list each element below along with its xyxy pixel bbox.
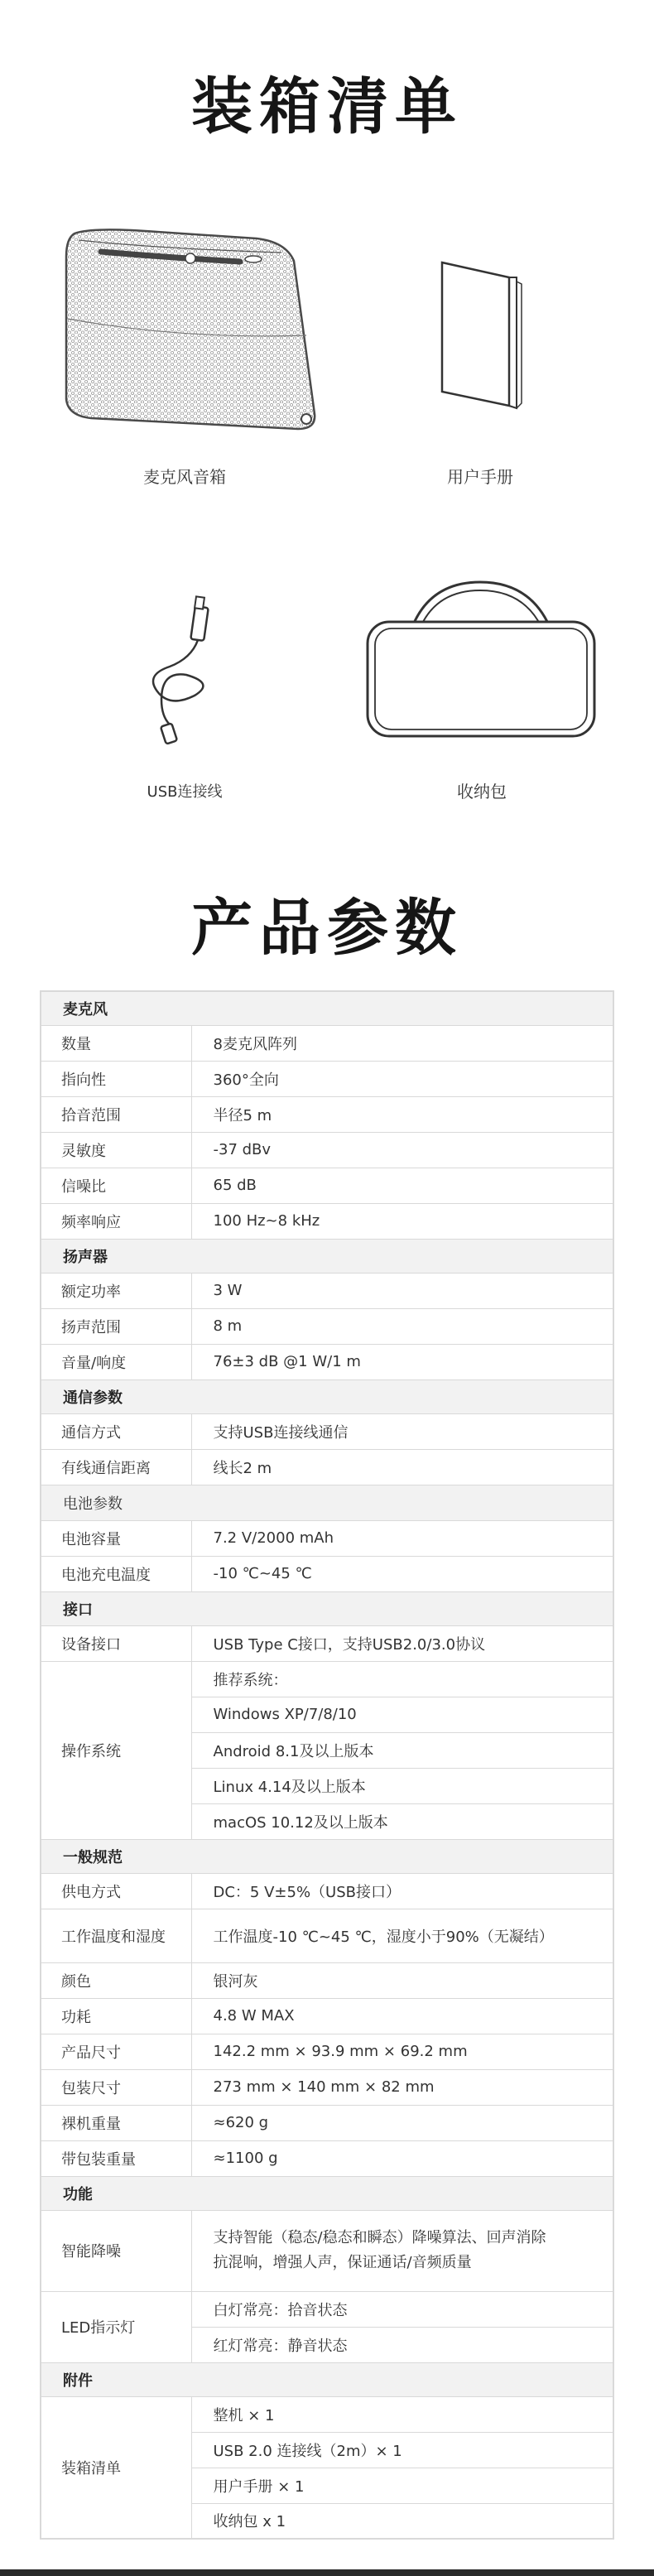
spec-value: 8麦克风阵列: [191, 1025, 613, 1061]
spec-value: 推荐系统：: [191, 1661, 613, 1697]
spec-value-multiline: [191, 2210, 613, 2291]
spec-value: 工作温度-10 ℃~45 ℃，湿度小于90%（无凝结）: [191, 1909, 613, 1962]
spec-value: Windows XP/7/8/10: [191, 1697, 613, 1732]
spec-key: 灵敏度: [41, 1132, 191, 1168]
spec-section-row: [41, 2362, 613, 2396]
spec-row: [41, 1344, 613, 1379]
spec-key: 产品尺寸: [41, 2034, 191, 2069]
spec-value: 8 m: [191, 1308, 613, 1344]
spec-key: 供电方式: [41, 1873, 191, 1909]
spec-section-label: 麦克风: [41, 991, 613, 1025]
spec-value: USB 2.0 连接线（2m）× 1: [191, 2432, 613, 2468]
spec-row: [41, 1625, 613, 1661]
spec-value: macOS 10.12及以上版本: [191, 1803, 613, 1839]
spec-row: [41, 2291, 613, 2327]
spec-key: 功耗: [41, 1998, 191, 2034]
spec-key: 额定功率: [41, 1273, 191, 1308]
packing-item-label: 麦克风音箱: [143, 467, 226, 487]
spec-value-line: 支持智能（稳态/稳态和瞬态）降噪算法、回声消除: [213, 2229, 546, 2246]
spec-key: 指向性: [41, 1061, 191, 1096]
spec-row: [41, 1962, 613, 1998]
spec-value: 3 W: [191, 1273, 613, 1308]
packing-item-label: 用户手册: [447, 467, 513, 487]
spec-row: [41, 1168, 613, 1203]
spec-value: USB Type C接口，支持USB2.0/3.0协议: [191, 1625, 613, 1661]
spec-value: Linux 4.14及以上版本: [191, 1768, 613, 1803]
spec-key: 操作系统: [41, 1661, 191, 1839]
spec-table: [40, 990, 614, 2540]
spec-row: [41, 1661, 613, 1697]
spec-row: [41, 1203, 613, 1239]
spec-key: 通信方式: [41, 1413, 191, 1449]
spec-value: 白灯常亮：拾音状态: [191, 2291, 613, 2327]
spec-value: 线长2 m: [191, 1449, 613, 1485]
spec-row: [41, 2396, 613, 2432]
spec-key: 音量/响度: [41, 1344, 191, 1379]
spec-row: [41, 1909, 613, 1962]
spec-value: -10 ℃~45 ℃: [191, 1556, 613, 1591]
spec-key: 工作温度和湿度: [41, 1909, 191, 1962]
spec-row: [41, 1520, 613, 1556]
spec-row: [41, 2140, 613, 2176]
spec-section-label: 附件: [41, 2362, 613, 2396]
spec-key: 电池充电温度: [41, 1556, 191, 1591]
packing-item-label: USB连接线: [147, 783, 223, 801]
spec-row: [41, 1413, 613, 1449]
spec-value: DC：5 V±5%（USB接口）: [191, 1873, 613, 1909]
spec-value: -37 dBv: [191, 1132, 613, 1168]
spec-section-row: [41, 991, 613, 1025]
spec-row: [41, 1308, 613, 1344]
spec-key: 拾音范围: [41, 1096, 191, 1132]
spec-key: 有线通信距离: [41, 1449, 191, 1485]
spec-value: ≈620 g: [191, 2105, 613, 2140]
storage-bag-icon: [364, 575, 598, 741]
spec-value: 红灯常亮：静音状态: [191, 2327, 613, 2362]
spec-key: 颜色: [41, 1962, 191, 1998]
manual-illustration: [430, 253, 530, 413]
spec-key: 智能降噪: [41, 2210, 191, 2291]
spec-row: [41, 2210, 613, 2291]
spec-key: 频率响应: [41, 1203, 191, 1239]
spec-section-label: 功能: [41, 2176, 613, 2210]
spec-key: 包装尺寸: [41, 2069, 191, 2105]
spec-key: LED指示灯: [41, 2291, 191, 2362]
speaker-icon: [58, 224, 323, 447]
spec-key: 设备接口: [41, 1625, 191, 1661]
spec-section-row: [41, 2176, 613, 2210]
spec-section-row: [41, 1591, 613, 1625]
spec-section-row: [41, 1239, 613, 1273]
spec-value: 整机 × 1: [191, 2396, 613, 2432]
spec-key: 数量: [41, 1025, 191, 1061]
spec-row: [41, 2034, 613, 2069]
spec-row: [41, 1998, 613, 2034]
spec-key: 信噪比: [41, 1168, 191, 1203]
spec-row: [41, 1873, 613, 1909]
usb-cable-icon: [137, 592, 236, 749]
spec-row: [41, 2069, 613, 2105]
specs-title: 产品参数: [191, 893, 463, 964]
spec-value: 收纳包 x 1: [191, 2503, 613, 2539]
spec-key: 带包装重量: [41, 2140, 191, 2176]
spec-section-row: [41, 1379, 613, 1413]
spec-section-label: 一般规范: [41, 1839, 613, 1873]
spec-value: 65 dB: [191, 1168, 613, 1203]
spec-value: 半径5 m: [191, 1096, 613, 1132]
spec-row: [41, 1132, 613, 1168]
spec-value: Android 8.1及以上版本: [191, 1732, 613, 1768]
spec-row: [41, 1025, 613, 1061]
spec-section-label: 扬声器: [41, 1239, 613, 1273]
spec-section-label: 通信参数: [41, 1379, 613, 1413]
spec-section-label: 接口: [41, 1591, 613, 1625]
spec-key: 裸机重量: [41, 2105, 191, 2140]
spec-value-line: 抗混响，增强人声，保证通话/音频质量: [213, 2254, 472, 2271]
spec-value: 273 mm × 140 mm × 82 mm: [191, 2069, 613, 2105]
spec-subsection-label: 电池参数: [41, 1485, 613, 1520]
manual-icon: [430, 253, 530, 410]
spec-value: 银河灰: [191, 1962, 613, 1998]
speaker-illustration: [58, 224, 323, 450]
spec-key: 扬声范围: [41, 1308, 191, 1344]
spec-value: 支持USB连接线通信: [191, 1413, 613, 1449]
spec-value: 100 Hz~8 kHz: [191, 1203, 613, 1239]
spec-row: [41, 1556, 613, 1591]
spec-row: [41, 1061, 613, 1096]
spec-key: 装箱清单: [41, 2396, 191, 2539]
spec-value: 用户手册 × 1: [191, 2468, 613, 2503]
spec-value: 7.2 V/2000 mAh: [191, 1520, 613, 1556]
spec-value: 76±3 dB @1 W/1 m: [191, 1344, 613, 1379]
spec-value: 4.8 W MAX: [191, 1998, 613, 2034]
spec-key: 电池容量: [41, 1520, 191, 1556]
spec-row: [41, 1449, 613, 1485]
spec-row: [41, 1273, 613, 1308]
spec-value: 142.2 mm × 93.9 mm × 69.2 mm: [191, 2034, 613, 2069]
bottom-bar: [0, 2569, 654, 2576]
spec-row: [41, 1096, 613, 1132]
spec-value: 360°全向: [191, 1061, 613, 1096]
spec-value: ≈1100 g: [191, 2140, 613, 2176]
usb-cable-illustration: [137, 592, 236, 753]
spec-subsection-row: [41, 1485, 613, 1520]
spec-row: [41, 2105, 613, 2140]
storage-bag-illustration: [364, 575, 598, 744]
spec-section-row: [41, 1839, 613, 1873]
packing-list-title: 装箱清单: [191, 71, 463, 142]
packing-item-label: 收纳包: [457, 782, 507, 802]
